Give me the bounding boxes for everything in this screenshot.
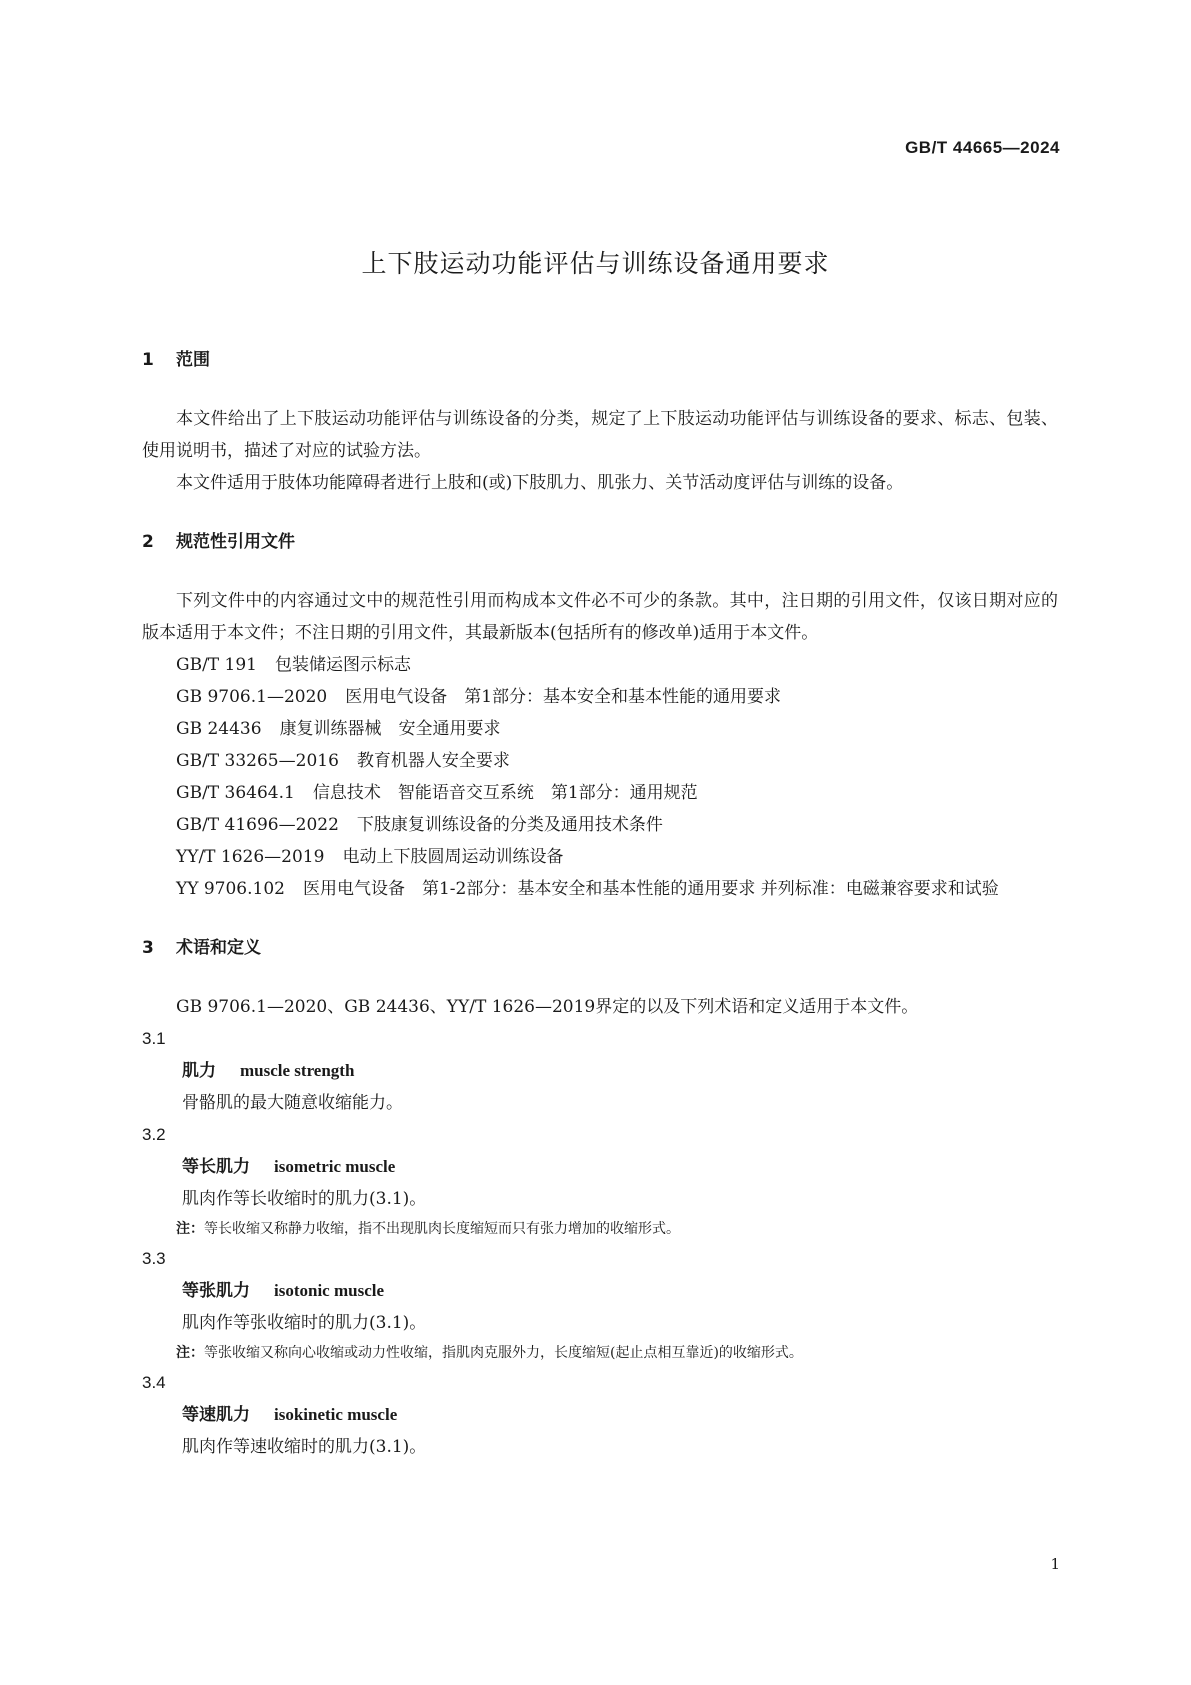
term-name <box>142 1151 1058 1183</box>
section-1-paragraph-1: 本文件给出了上下肢运动功能评估与训练设备的分类，规定了上下肢运动功能评估与训练设备的要求、标志、包装、使用说明书，描述了对应的试验方法。 <box>142 409 1058 461</box>
section-number: 1 <box>142 350 154 370</box>
reference-code: GB/T 191 <box>176 655 257 675</box>
note-label: 注： <box>176 1221 204 1237</box>
reference-code: GB/T 41696—2022 <box>176 815 339 835</box>
note-text: 等长收缩又称静力收缩，指不出现肌肉长度缩短而只有张力增加的收缩形式。 <box>204 1221 680 1237</box>
page-number: 1 <box>1050 1555 1060 1573</box>
term-number: 3.3 <box>142 1249 166 1268</box>
reference-code: GB 24436 <box>176 719 262 739</box>
section-3-heading <box>142 933 1058 963</box>
reference-title: 康复训练器械 安全通用要求 <box>279 719 501 739</box>
term-name-zh: 肌力 <box>182 1061 216 1081</box>
term-number: 3.4 <box>142 1373 166 1392</box>
section-title: 术语和定义 <box>176 938 261 958</box>
note-text: 等张收缩又称向心收缩或动力性收缩，指肌肉克服外力，长度缩短(起止点相互靠近)的收缩形式。 <box>204 1345 803 1361</box>
term-note <box>142 1215 1058 1243</box>
term-definition: 肌肉作等张收缩时的肌力(3.1)。 <box>182 1313 427 1333</box>
term-number: 3.1 <box>142 1029 166 1048</box>
section-title: 规范性引用文件 <box>176 532 295 552</box>
section-1-paragraph-2: 本文件适用于肢体功能障碍者进行上肢和(或)下肢肌力、肌张力、关节活动度评估与训练的设备。 <box>176 473 904 493</box>
reference-code: GB/T 36464.1 <box>176 783 295 803</box>
term-name-en: isokinetic muscle <box>274 1405 398 1424</box>
reference-item <box>142 809 1058 841</box>
document-title: 上下肢运动功能评估与训练设备通用要求 <box>361 249 830 278</box>
term-name-zh: 等张肌力 <box>182 1281 250 1301</box>
reference-item <box>142 745 1058 777</box>
reference-title: 包装储运图示标志 <box>275 655 411 675</box>
reference-item <box>142 841 1058 873</box>
term-name-zh: 等长肌力 <box>182 1157 250 1177</box>
term-name <box>142 1275 1058 1307</box>
term-name <box>142 1399 1058 1431</box>
term-note <box>142 1339 1058 1367</box>
reference-code: YY 9706.102 <box>176 879 285 899</box>
term-name-en: isotonic muscle <box>274 1281 385 1300</box>
reference-title: 下肢康复训练设备的分类及通用技术条件 <box>356 815 663 835</box>
reference-title: 信息技术 智能语音交互系统 第1部分：通用规范 <box>312 783 698 803</box>
section-number: 3 <box>142 938 154 958</box>
reference-title: 教育机器人安全要求 <box>356 751 510 771</box>
section-2-intro: 下列文件中的内容通过文中的规范性引用而构成本文件必不可少的条款。其中，注日期的引用文件，仅该日期对应的版本适用于本文件；不注日期的引用文件，其最新版本(包括所有的修改单)适用于本文件。 <box>142 591 1058 643</box>
section-2-heading <box>142 527 1058 557</box>
document-body <box>142 345 1058 1463</box>
reference-item <box>142 873 1058 905</box>
section-title: 范围 <box>176 350 210 370</box>
reference-code: YY/T 1626—2019 <box>176 847 325 867</box>
reference-title: 医用电气设备 第1-2部分：基本安全和基本性能的通用要求 并列标准：电磁兼容要求和试验 <box>302 879 999 899</box>
term-name-en: muscle strength <box>240 1061 355 1080</box>
reference-code: GB/T 33265—2016 <box>176 751 339 771</box>
reference-item <box>142 681 1058 713</box>
term-definition: 肌肉作等长收缩时的肌力(3.1)。 <box>182 1189 427 1209</box>
term-definition: 骨骼肌的最大随意收缩能力。 <box>182 1093 403 1113</box>
reference-item <box>142 713 1058 745</box>
reference-item <box>142 777 1058 809</box>
term-definition: 肌肉作等速收缩时的肌力(3.1)。 <box>182 1437 427 1457</box>
reference-title: 电动上下肢圆周运动训练设备 <box>342 847 564 867</box>
term-number: 3.2 <box>142 1125 166 1144</box>
term-name-en: isometric muscle <box>274 1157 396 1176</box>
reference-code: GB 9706.1—2020 <box>176 687 328 707</box>
standard-code: GB/T 44665—2024 <box>905 138 1060 157</box>
section-3-intro: GB 9706.1—2020、GB 24436、YY/T 1626—2019界定的以及下列术语和定义适用于本文件。 <box>176 997 919 1017</box>
reference-title: 医用电气设备 第1部分：基本安全和基本性能的通用要求 <box>345 687 782 707</box>
note-label: 注： <box>176 1345 204 1361</box>
term-name <box>142 1055 1058 1087</box>
term-name-zh: 等速肌力 <box>182 1405 250 1425</box>
section-number: 2 <box>142 532 154 552</box>
section-1-heading <box>142 345 1058 375</box>
reference-item <box>142 649 1058 681</box>
